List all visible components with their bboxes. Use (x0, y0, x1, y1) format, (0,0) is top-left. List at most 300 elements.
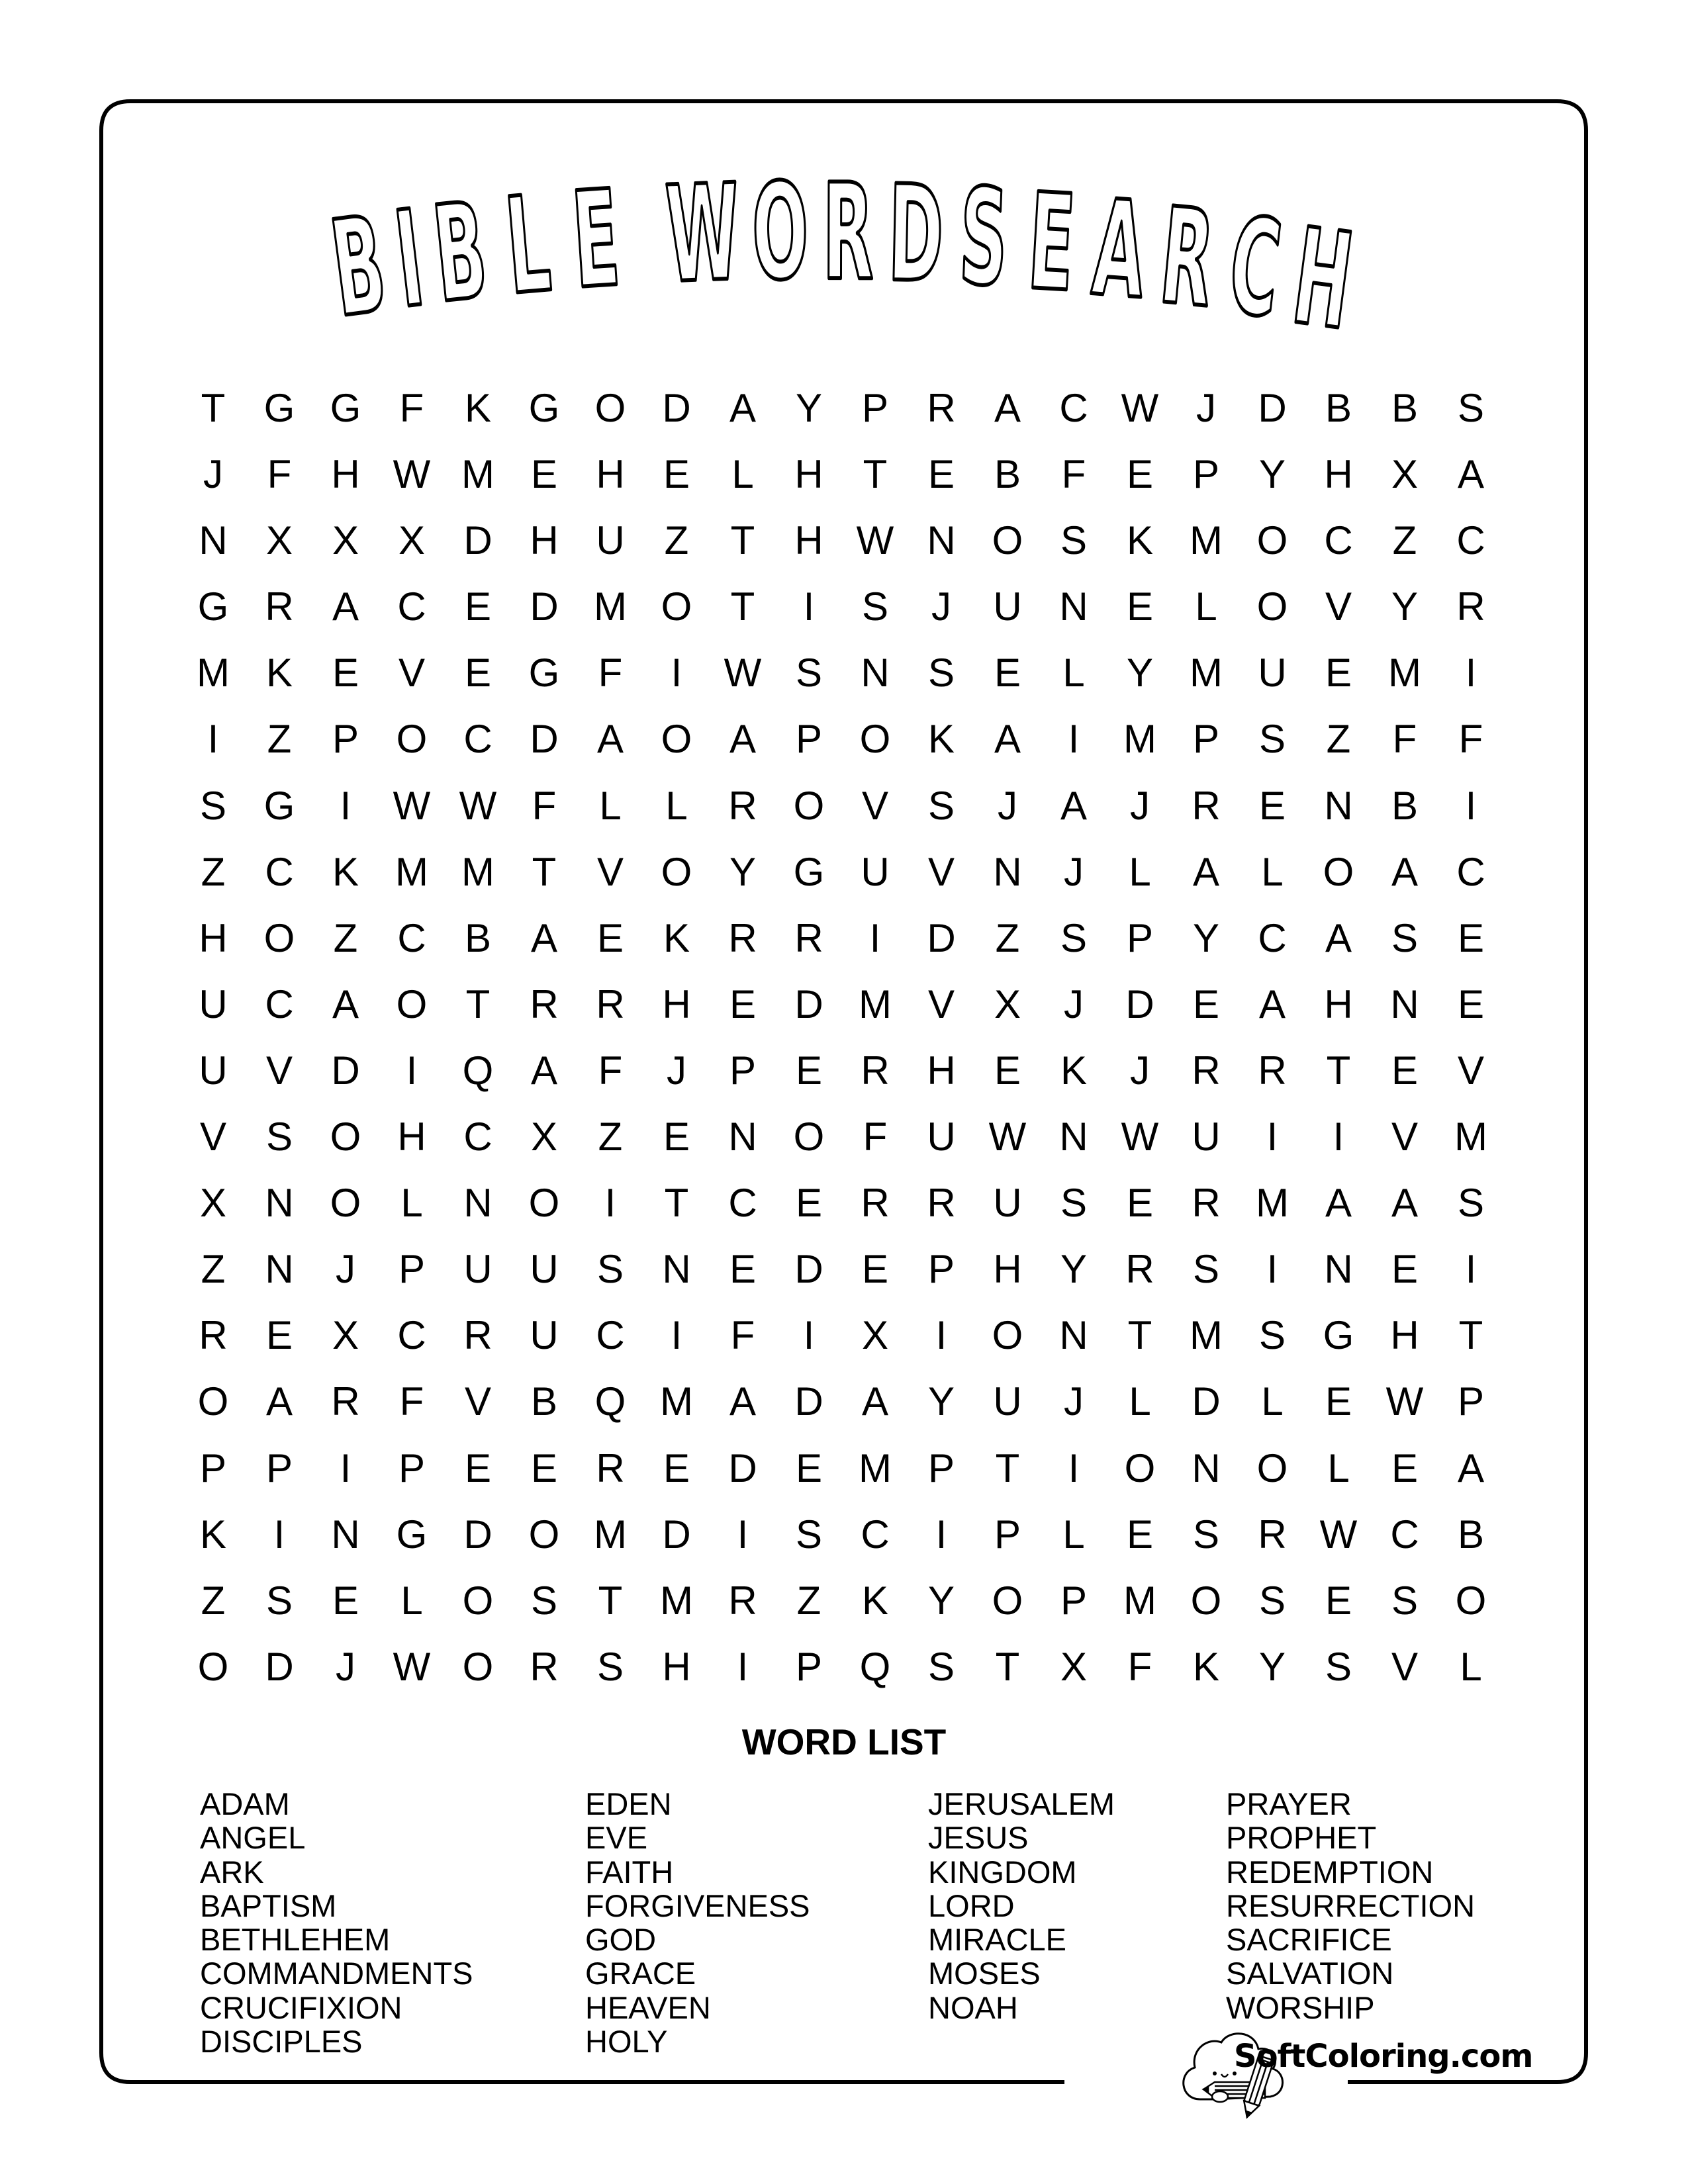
grid-cell[interactable]: E (729, 1247, 757, 1292)
grid-cell[interactable]: I (406, 1048, 418, 1093)
grid-cell[interactable]: O (197, 1644, 229, 1689)
grid-cell[interactable]: T (1458, 1313, 1483, 1358)
grid-cell[interactable]: R (265, 584, 294, 629)
grid-cell[interactable]: B (1391, 783, 1419, 828)
grid-cell[interactable]: R (1192, 1048, 1221, 1093)
grid-cell[interactable]: U (993, 1181, 1022, 1226)
grid-cell[interactable]: E (861, 1247, 889, 1292)
grid-cell[interactable]: M (1454, 1115, 1487, 1160)
grid-cell[interactable]: J (336, 1247, 355, 1292)
grid-cell[interactable]: H (199, 915, 228, 960)
grid-cell[interactable]: V (464, 1379, 492, 1424)
grid-cell[interactable]: E (464, 1445, 492, 1490)
grid-cell[interactable]: L (665, 783, 688, 828)
grid-cell[interactable]: U (1192, 1115, 1221, 1160)
grid-cell[interactable]: R (530, 1644, 559, 1689)
grid-cell[interactable]: L (599, 783, 622, 828)
grid-cell[interactable]: P (927, 1445, 955, 1490)
grid-cell[interactable]: A (1457, 1445, 1485, 1490)
grid-cell[interactable]: Z (796, 1578, 821, 1623)
grid-cell[interactable]: F (267, 452, 292, 497)
grid-cell[interactable]: P (1192, 717, 1220, 762)
grid-cell[interactable]: F (1127, 1644, 1152, 1689)
grid-cell[interactable]: H (1324, 981, 1353, 1026)
grid-cell[interactable]: E (663, 1445, 690, 1490)
grid-cell[interactable]: G (528, 386, 560, 430)
grid-cell[interactable]: I (273, 1512, 285, 1557)
grid-cell[interactable]: Y (927, 1578, 955, 1623)
grid-cell[interactable]: H (993, 1247, 1022, 1292)
grid-cell[interactable]: V (1457, 1048, 1485, 1093)
grid-cell[interactable]: O (859, 717, 891, 762)
grid-cell[interactable]: L (1460, 1644, 1482, 1689)
grid-cell[interactable]: C (1456, 518, 1485, 563)
grid-cell[interactable]: S (1258, 1578, 1286, 1623)
grid-cell[interactable]: M (594, 1512, 627, 1557)
grid-cell[interactable]: O (793, 1115, 825, 1160)
grid-cell[interactable]: W (393, 1644, 431, 1689)
grid-cell[interactable]: T (863, 452, 888, 497)
grid-cell[interactable]: U (199, 981, 228, 1026)
grid-cell[interactable]: D (794, 1247, 823, 1292)
grid-cell[interactable]: E (464, 584, 492, 629)
grid-cell[interactable]: A (1192, 849, 1220, 894)
grid-cell[interactable]: F (1061, 452, 1086, 497)
grid-cell[interactable]: S (1060, 915, 1088, 960)
grid-cell[interactable]: P (927, 1247, 955, 1292)
grid-cell[interactable]: R (1125, 1247, 1154, 1292)
grid-cell[interactable]: X (265, 518, 293, 563)
grid-cell[interactable]: L (1129, 849, 1151, 894)
grid-cell[interactable]: M (1190, 518, 1223, 563)
grid-cell[interactable]: A (729, 1379, 757, 1424)
grid-cell[interactable]: S (530, 1578, 558, 1623)
grid-cell[interactable]: O (528, 1512, 560, 1557)
grid-cell[interactable]: L (1261, 1379, 1284, 1424)
grid-cell[interactable]: K (199, 1512, 227, 1557)
grid-cell[interactable]: N (463, 1181, 492, 1226)
grid-cell[interactable]: C (397, 915, 426, 960)
grid-cell[interactable]: I (803, 584, 815, 629)
grid-cell[interactable]: E (663, 1115, 690, 1160)
grid-cell[interactable]: N (1059, 584, 1088, 629)
grid-cell[interactable]: V (927, 981, 955, 1026)
grid-cell[interactable]: H (662, 1644, 691, 1689)
grid-cell[interactable]: L (1261, 849, 1284, 894)
grid-cell[interactable]: A (265, 1379, 293, 1424)
grid-cell[interactable]: J (1064, 849, 1084, 894)
grid-cell[interactable]: K (861, 1578, 889, 1623)
grid-cell[interactable]: R (530, 981, 559, 1026)
grid-cell[interactable]: I (803, 1313, 815, 1358)
grid-cell[interactable]: B (530, 1379, 558, 1424)
grid-cell[interactable]: S (795, 651, 823, 696)
grid-cell[interactable]: W (1121, 1115, 1159, 1160)
grid-cell[interactable]: A (1060, 783, 1088, 828)
grid-cell[interactable]: O (1323, 849, 1354, 894)
grid-cell[interactable]: E (994, 1048, 1021, 1093)
grid-cell[interactable]: W (856, 518, 894, 563)
grid-cell[interactable]: P (1060, 1578, 1088, 1623)
grid-cell[interactable]: P (795, 717, 823, 762)
grid-cell[interactable]: P (729, 1048, 757, 1093)
grid-cell[interactable]: I (1266, 1247, 1278, 1292)
grid-cell[interactable]: L (731, 452, 754, 497)
grid-cell[interactable]: R (463, 1313, 492, 1358)
grid-cell[interactable]: S (795, 1512, 823, 1557)
grid-cell[interactable]: Z (201, 1247, 226, 1292)
grid-cell[interactable]: F (1458, 717, 1483, 762)
grid-cell[interactable]: S (1258, 1313, 1286, 1358)
grid-cell[interactable]: S (1060, 518, 1088, 563)
grid-cell[interactable]: G (197, 584, 229, 629)
grid-cell[interactable]: C (397, 1313, 426, 1358)
grid-cell[interactable]: O (528, 1181, 560, 1226)
grid-cell[interactable]: N (199, 518, 228, 563)
grid-cell[interactable]: T (995, 1644, 1020, 1689)
grid-cell[interactable]: K (1126, 518, 1154, 563)
grid-cell[interactable]: U (1258, 651, 1287, 696)
grid-cell[interactable]: S (927, 651, 955, 696)
grid-cell[interactable]: Z (1392, 518, 1417, 563)
grid-cell[interactable]: E (265, 1313, 293, 1358)
grid-cell[interactable]: G (396, 1512, 428, 1557)
grid-cell[interactable]: V (265, 1048, 293, 1093)
grid-cell[interactable]: P (199, 1445, 227, 1490)
grid-cell[interactable]: M (461, 452, 494, 497)
grid-cell[interactable]: Z (1326, 717, 1351, 762)
grid-cell[interactable]: D (1258, 386, 1287, 430)
grid-cell[interactable]: Y (1391, 584, 1419, 629)
grid-cell[interactable]: I (1068, 717, 1080, 762)
grid-cell[interactable]: O (1124, 1445, 1156, 1490)
grid-cell[interactable]: O (1256, 1445, 1288, 1490)
grid-cell[interactable]: N (265, 1247, 294, 1292)
grid-cell[interactable]: S (596, 1247, 624, 1292)
grid-cell[interactable]: E (1126, 584, 1154, 629)
grid-cell[interactable]: T (532, 849, 557, 894)
grid-cell[interactable]: Y (927, 1379, 955, 1424)
grid-cell[interactable]: D (662, 386, 691, 430)
grid-cell[interactable]: Z (201, 1578, 226, 1623)
grid-cell[interactable]: Q (462, 1048, 494, 1093)
grid-cell[interactable]: M (1388, 651, 1421, 696)
grid-cell[interactable]: E (596, 915, 624, 960)
grid-cell[interactable]: Y (795, 386, 823, 430)
grid-cell[interactable]: O (263, 915, 295, 960)
grid-cell[interactable]: I (935, 1512, 947, 1557)
grid-cell[interactable]: D (463, 1512, 492, 1557)
grid-cell[interactable]: H (662, 981, 691, 1026)
grid-cell[interactable]: D (331, 1048, 360, 1093)
grid-cell[interactable]: S (596, 1644, 624, 1689)
grid-cell[interactable]: F (598, 1048, 623, 1093)
grid-cell[interactable]: I (1465, 1247, 1477, 1292)
grid-cell[interactable]: K (332, 849, 359, 894)
grid-cell[interactable]: R (1192, 783, 1221, 828)
grid-cell[interactable]: B (1391, 386, 1419, 430)
grid-cell[interactable]: S (1192, 1512, 1220, 1557)
grid-cell[interactable]: V (1325, 584, 1352, 629)
grid-cell[interactable]: E (1391, 1247, 1419, 1292)
grid-cell[interactable]: Y (729, 849, 757, 894)
grid-cell[interactable]: J (931, 584, 951, 629)
grid-cell[interactable]: E (530, 452, 558, 497)
grid-cell[interactable]: W (459, 783, 497, 828)
grid-cell[interactable]: E (332, 651, 359, 696)
grid-cell[interactable]: M (395, 849, 428, 894)
grid-cell[interactable]: T (664, 1181, 689, 1226)
grid-cell[interactable]: E (1258, 783, 1286, 828)
grid-cell[interactable]: M (461, 849, 494, 894)
grid-cell[interactable]: A (1325, 915, 1352, 960)
grid-cell[interactable]: Y (1258, 1644, 1286, 1689)
grid-cell[interactable]: W (1385, 1379, 1424, 1424)
grid-cell[interactable]: T (1127, 1313, 1152, 1358)
grid-cell[interactable]: A (729, 386, 757, 430)
grid-cell[interactable]: M (660, 1379, 693, 1424)
grid-cell[interactable]: U (861, 849, 890, 894)
grid-cell[interactable]: Z (333, 915, 358, 960)
grid-cell[interactable]: S (927, 783, 955, 828)
grid-cell[interactable]: R (728, 1578, 757, 1623)
grid-cell[interactable]: P (795, 1644, 823, 1689)
grid-cell[interactable]: O (197, 1379, 229, 1424)
grid-cell[interactable]: T (465, 981, 491, 1026)
grid-cell[interactable]: C (1390, 1512, 1419, 1557)
grid-cell[interactable]: L (400, 1181, 423, 1226)
grid-cell[interactable]: Y (1060, 1247, 1088, 1292)
grid-cell[interactable]: O (330, 1115, 361, 1160)
grid-cell[interactable]: U (199, 1048, 228, 1093)
grid-cell[interactable]: O (1256, 584, 1288, 629)
grid-cell[interactable]: W (1121, 386, 1159, 430)
grid-cell[interactable]: O (462, 1644, 494, 1689)
grid-cell[interactable]: I (737, 1512, 749, 1557)
grid-cell[interactable]: J (1196, 386, 1216, 430)
grid-cell[interactable]: E (795, 1445, 823, 1490)
grid-cell[interactable]: U (530, 1313, 559, 1358)
grid-cell[interactable]: H (530, 518, 559, 563)
grid-cell[interactable]: L (1327, 1445, 1350, 1490)
grid-cell[interactable]: B (1325, 386, 1352, 430)
grid-cell[interactable]: G (1323, 1313, 1354, 1358)
grid-cell[interactable]: E (1391, 1048, 1419, 1093)
grid-cell[interactable]: E (1457, 915, 1485, 960)
grid-cell[interactable]: P (861, 386, 889, 430)
grid-cell[interactable]: X (398, 518, 426, 563)
grid-cell[interactable]: M (1190, 1313, 1223, 1358)
grid-cell[interactable]: M (1123, 1578, 1156, 1623)
grid-cell[interactable]: V (927, 849, 955, 894)
grid-cell[interactable]: D (530, 717, 559, 762)
grid-cell[interactable]: U (993, 1379, 1022, 1424)
grid-cell[interactable]: N (728, 1115, 757, 1160)
grid-cell[interactable]: N (1192, 1445, 1221, 1490)
grid-cell[interactable]: I (1266, 1115, 1278, 1160)
grid-cell[interactable]: C (1059, 386, 1088, 430)
grid-cell[interactable]: S (1325, 1644, 1352, 1689)
grid-cell[interactable]: S (1192, 1247, 1220, 1292)
grid-cell[interactable]: O (396, 717, 428, 762)
grid-cell[interactable]: V (861, 783, 889, 828)
grid-cell[interactable]: N (265, 1181, 294, 1226)
grid-cell[interactable]: E (1325, 651, 1352, 696)
grid-cell[interactable]: N (861, 651, 890, 696)
grid-cell[interactable]: S (1258, 717, 1286, 762)
grid-cell[interactable]: I (207, 717, 219, 762)
grid-cell[interactable]: X (199, 1181, 227, 1226)
grid-cell[interactable]: M (1256, 1181, 1289, 1226)
grid-cell[interactable]: X (861, 1313, 889, 1358)
grid-cell[interactable]: I (671, 1313, 682, 1358)
grid-cell[interactable]: A (994, 386, 1021, 430)
grid-cell[interactable]: W (393, 452, 431, 497)
grid-cell[interactable]: V (596, 849, 624, 894)
grid-cell[interactable]: L (1195, 584, 1217, 629)
grid-cell[interactable]: G (330, 386, 361, 430)
grid-cell[interactable]: E (1391, 1445, 1419, 1490)
grid-cell[interactable]: O (992, 518, 1023, 563)
grid-cell[interactable]: D (1125, 981, 1154, 1026)
grid-cell[interactable]: R (794, 915, 823, 960)
grid-cell[interactable]: A (596, 717, 624, 762)
grid-cell[interactable]: J (998, 783, 1017, 828)
grid-cell[interactable]: E (927, 452, 955, 497)
grid-cell[interactable]: K (265, 651, 293, 696)
grid-cell[interactable]: Y (1192, 915, 1220, 960)
grid-cell[interactable]: N (1324, 783, 1353, 828)
grid-cell[interactable]: H (794, 518, 823, 563)
grid-cell[interactable]: I (737, 1644, 749, 1689)
grid-cell[interactable]: S (265, 1578, 293, 1623)
grid-cell[interactable]: W (1319, 1512, 1358, 1557)
grid-cell[interactable]: O (594, 386, 626, 430)
grid-cell[interactable]: E (795, 1048, 823, 1093)
grid-cell[interactable]: J (1064, 981, 1084, 1026)
grid-cell[interactable]: E (332, 1578, 359, 1623)
grid-cell[interactable]: A (530, 915, 558, 960)
grid-cell[interactable]: O (661, 717, 692, 762)
grid-cell[interactable]: E (729, 981, 757, 1026)
grid-cell[interactable]: H (397, 1115, 426, 1160)
grid-cell[interactable]: A (530, 1048, 558, 1093)
grid-cell[interactable]: W (724, 651, 762, 696)
grid-cell[interactable]: Q (594, 1379, 626, 1424)
grid-cell[interactable]: R (199, 1313, 228, 1358)
grid-cell[interactable]: Z (598, 1115, 623, 1160)
grid-cell[interactable]: C (463, 1115, 492, 1160)
grid-cell[interactable]: K (663, 915, 690, 960)
grid-cell[interactable]: I (1465, 783, 1477, 828)
grid-cell[interactable]: J (1130, 783, 1150, 828)
grid-cell[interactable]: Z (267, 717, 292, 762)
grid-cell[interactable]: G (528, 651, 560, 696)
grid-cell[interactable]: X (1060, 1644, 1088, 1689)
grid-cell[interactable]: A (332, 981, 359, 1026)
grid-cell[interactable]: P (994, 1512, 1021, 1557)
grid-cell[interactable]: H (331, 452, 360, 497)
grid-cell[interactable]: O (1190, 1578, 1222, 1623)
grid-cell[interactable]: K (464, 386, 492, 430)
grid-cell[interactable]: G (263, 386, 295, 430)
grid-cell[interactable]: D (662, 1512, 691, 1557)
brand-link[interactable]: SoftColoring.com (1234, 2038, 1533, 2075)
grid-cell[interactable]: F (863, 1115, 888, 1160)
grid-cell[interactable]: V (199, 1115, 227, 1160)
grid-cell[interactable]: N (1059, 1313, 1088, 1358)
grid-cell[interactable]: U (530, 1247, 559, 1292)
grid-cell[interactable]: O (992, 1313, 1023, 1358)
grid-cell[interactable]: P (398, 1247, 426, 1292)
grid-cell[interactable]: R (861, 1181, 890, 1226)
grid-cell[interactable]: R (1258, 1048, 1287, 1093)
grid-cell[interactable]: N (662, 1247, 691, 1292)
grid-cell[interactable]: E (795, 1181, 823, 1226)
grid-cell[interactable]: D (265, 1644, 294, 1689)
grid-cell[interactable]: M (660, 1578, 693, 1623)
grid-cell[interactable]: E (1126, 452, 1154, 497)
grid-cell[interactable]: E (1126, 1512, 1154, 1557)
grid-cell[interactable]: O (661, 849, 692, 894)
grid-cell[interactable]: A (729, 717, 757, 762)
grid-cell[interactable]: U (596, 518, 625, 563)
grid-cell[interactable]: F (399, 386, 424, 430)
grid-cell[interactable]: I (869, 915, 881, 960)
grid-cell[interactable]: O (330, 1181, 361, 1226)
grid-cell[interactable]: N (1390, 981, 1419, 1026)
grid-cell[interactable]: O (793, 783, 825, 828)
grid-cell[interactable]: T (730, 584, 755, 629)
grid-cell[interactable]: C (728, 1181, 757, 1226)
grid-cell[interactable]: I (604, 1181, 616, 1226)
grid-cell[interactable]: V (398, 651, 426, 696)
grid-cell[interactable]: J (1064, 1379, 1084, 1424)
grid-cell[interactable]: C (861, 1512, 890, 1557)
grid-cell[interactable]: N (331, 1512, 360, 1557)
grid-cell[interactable]: J (336, 1644, 355, 1689)
grid-cell[interactable]: C (1324, 518, 1353, 563)
grid-cell[interactable]: X (1391, 452, 1419, 497)
grid-cell[interactable]: T (1326, 1048, 1351, 1093)
grid-cell[interactable]: S (861, 584, 889, 629)
grid-cell[interactable]: A (332, 584, 359, 629)
grid-cell[interactable]: R (728, 783, 757, 828)
grid-cell[interactable]: A (1258, 981, 1286, 1026)
grid-cell[interactable]: X (994, 981, 1021, 1026)
grid-cell[interactable]: S (265, 1115, 293, 1160)
grid-cell[interactable]: R (1192, 1181, 1221, 1226)
grid-cell[interactable]: N (993, 849, 1022, 894)
grid-cell[interactable]: C (1258, 915, 1287, 960)
grid-cell[interactable]: D (794, 981, 823, 1026)
grid-cell[interactable]: M (1123, 717, 1156, 762)
grid-cell[interactable]: J (667, 1048, 686, 1093)
grid-cell[interactable]: P (332, 717, 359, 762)
grid-cell[interactable]: H (927, 1048, 956, 1093)
grid-cell[interactable]: I (1333, 1115, 1344, 1160)
grid-cell[interactable]: L (1129, 1379, 1151, 1424)
grid-cell[interactable]: E (1325, 1379, 1352, 1424)
grid-cell[interactable]: H (794, 452, 823, 497)
grid-cell[interactable]: S (1060, 1181, 1088, 1226)
grid-cell[interactable]: S (1457, 1181, 1485, 1226)
grid-cell[interactable]: N (1324, 1247, 1353, 1292)
grid-cell[interactable]: L (400, 1578, 423, 1623)
grid-cell[interactable]: M (197, 651, 230, 696)
grid-cell[interactable]: K (1192, 1644, 1220, 1689)
grid-cell[interactable]: R (331, 1379, 360, 1424)
